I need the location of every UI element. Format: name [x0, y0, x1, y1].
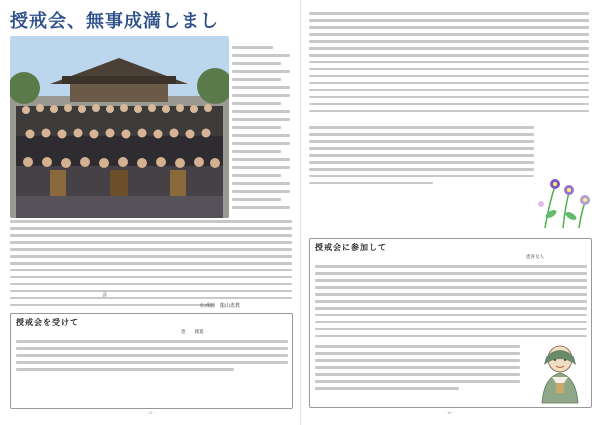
page-title: 授戒会、無事成満しまし — [10, 11, 219, 32]
intro-text-column — [232, 46, 290, 218]
section-box-participating — [309, 238, 592, 408]
right-page — [303, 6, 596, 417]
left-page — [4, 6, 297, 417]
main-article-text — [10, 220, 292, 311]
signature-role: 会 — [102, 292, 123, 298]
section-author-participating: 恵喜女人 — [526, 255, 544, 260]
section-author-receiving: 恵 銭寛 — [181, 330, 204, 335]
continued-article-text — [309, 12, 589, 117]
continued-article-text-2 — [309, 126, 534, 189]
participating-text-2 — [315, 345, 520, 394]
page-title-banner — [10, 10, 220, 34]
signature-name: 伝戒師 龍山恵教 — [200, 303, 241, 309]
page-spine — [300, 0, 301, 425]
section-title-participating: 授戒会に参加して — [315, 242, 387, 252]
page-number-right: - 6 - — [445, 410, 454, 415]
group-photo — [10, 36, 229, 218]
nun-illustration — [532, 339, 588, 405]
section-title-receiving: 授戒会を受けて — [16, 317, 79, 327]
participating-text — [315, 265, 587, 342]
flower-illustration — [535, 174, 593, 230]
section-box-receiving — [10, 313, 293, 409]
page-number-left: - 5 - — [146, 410, 155, 415]
receiving-text — [16, 340, 288, 375]
